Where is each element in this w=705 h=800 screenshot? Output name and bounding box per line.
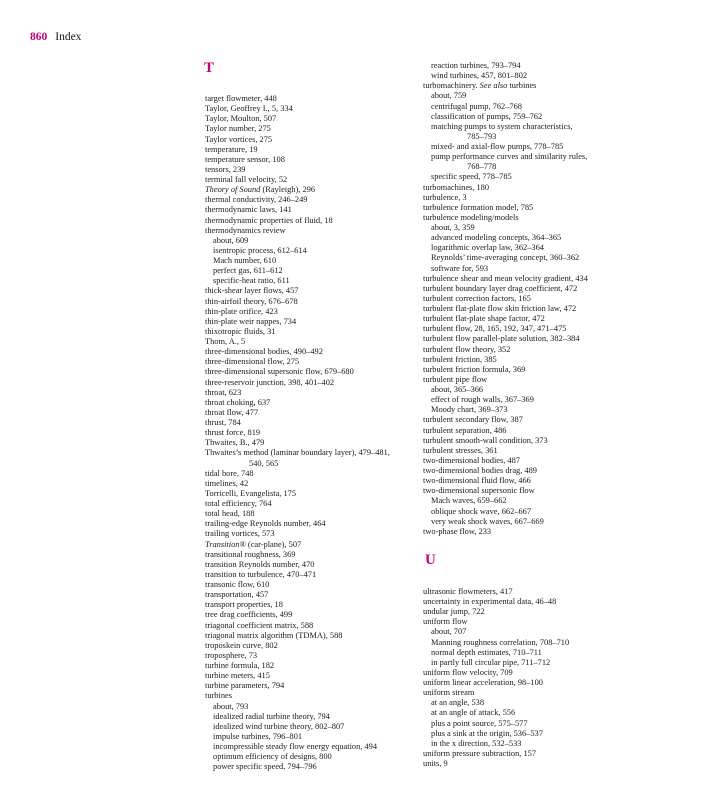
index-entry: three-dimensional supersonic flow, 679–680 [205, 367, 354, 377]
index-entry: uniform pressure subtraction, 157 [423, 748, 537, 758]
index-entry: tree drag coefficients, 499 [205, 610, 293, 620]
index-subentry: software for, 593 [431, 263, 489, 273]
index-entry: uniform flow velocity, 709 [423, 667, 513, 677]
running-title: Index [55, 31, 82, 43]
index-entry: turbulent friction formula, 369 [423, 364, 526, 374]
index-subentry: plus a point source, 575–577 [431, 718, 528, 728]
index-entry: turbulent separation, 486 [423, 425, 507, 435]
index-entry: two-phase flow, 233 [423, 526, 492, 536]
index-entry: thermal conductivity, 246–249 [205, 195, 308, 205]
index-entry: temperature sensor, 108 [205, 154, 285, 164]
index-entry: triagonal coefficient matrix, 588 [205, 620, 314, 630]
index-entry: turbulence shear and mean velocity gradient, 434 [423, 273, 588, 283]
index-subentry: optimum efficiency of designs, 800 [213, 752, 332, 762]
index-entry: turbine meters, 415 [205, 671, 270, 681]
index-subentry: Moody chart, 369–373 [431, 405, 508, 415]
index-entry: uniform stream [423, 688, 475, 698]
index-entry: turbulent flat-plate shape factor, 472 [423, 314, 545, 324]
index-entry: Torricelli, Evangelista, 175 [205, 488, 297, 498]
index-entry: turbulent stresses, 361 [423, 445, 498, 455]
index-entry: turbulence formation model, 785 [423, 202, 534, 212]
index-subentry: about, 793 [213, 701, 249, 711]
index-entry: ultrasonic flowmeters, 417 [423, 586, 513, 596]
spacer [423, 569, 588, 587]
entry-text: turbomachinery. [423, 81, 480, 91]
index-entry: turbulent flow theory, 352 [423, 344, 511, 354]
index-entry: turbulent boundary layer drag coefficient, 472 [423, 283, 578, 293]
index-entry: tidal bore, 748 [205, 468, 254, 478]
entry-text: (car-plane), 507 [245, 539, 302, 549]
section-letter-t: T [204, 60, 215, 76]
index-entry: temperature, 19 [205, 144, 258, 154]
index-entry: thin-plate orifice, 423 [205, 306, 278, 316]
index-entry: Thwaites’s method (laminar boundary layer), 479–481, [205, 448, 390, 458]
index-entry: thin-airfoil theory, 676–678 [205, 296, 298, 306]
index-entry: turbulent smooth-wall condition, 373 [423, 435, 548, 445]
index-subentry: matching pumps to system characteristics, [431, 121, 573, 131]
index-continuation: 785–793 [467, 131, 497, 141]
index-entry: turbomachines, 180 [423, 182, 490, 192]
index-entry: uniform linear acceleration, 98–100 [423, 678, 543, 687]
index-subentry: isentropic process, 612–614 [213, 245, 307, 255]
index-entry: transition Reynolds number, 470 [205, 559, 315, 569]
index-subentry: perfect gas, 611–612 [213, 266, 283, 276]
index-subentry: effect of rough walls, 367–369 [431, 395, 534, 405]
index-entry: turbulent flow, 28, 165, 192, 347, 471–475 [423, 324, 567, 334]
index-subentry: Mach waves, 659–662 [431, 496, 507, 506]
index-column-left [205, 94, 390, 772]
index-entry: thermodynamics review [205, 225, 286, 235]
index-entry [423, 81, 588, 91]
index-entry: total efficiency, 764 [205, 499, 272, 508]
index-entry: timelines, 42 [205, 478, 249, 488]
index-entry: Taylor vortices, 275 [205, 134, 273, 144]
spacer [423, 537, 588, 551]
index-entry: three-dimensional flow, 275 [205, 357, 300, 367]
index-entry: Thom, A., 5 [205, 337, 246, 346]
entry-italic-text: Theory of Sound [205, 185, 261, 195]
index-subentry: about, 365–366 [431, 385, 484, 394]
index-entry: turbulent flat-plate flow skin friction law, 472 [423, 304, 577, 313]
index-subentry: reaction turbines, 793–794 [431, 61, 521, 70]
entry-text: (Rayleigh), 296 [260, 185, 316, 195]
index-entry: units, 9 [423, 759, 448, 768]
index-subentry: incompressible steady flow energy equation, 494 [213, 742, 378, 751]
index-entry: thrust force, 819 [205, 428, 261, 438]
page-header [30, 31, 81, 43]
index-subentry: specific-heat ratio, 611 [213, 276, 290, 286]
index-subentry: advanced modeling concepts, 364–365 [431, 233, 562, 243]
index-subentry: in partly full circular pipe, 711–712 [431, 657, 551, 667]
index-entry: three-reservoir junction, 398, 401–402 [205, 377, 335, 387]
index-entry: throat flow, 477 [205, 407, 259, 417]
index-subentry: idealized wind turbine theory, 802–807 [213, 721, 345, 731]
index-entry [205, 540, 390, 550]
index-entry: turbulence modeling/models [423, 212, 519, 222]
index-subentry: wind turbines, 457, 801–802 [431, 71, 528, 81]
index-entry: total head, 188 [205, 509, 255, 519]
index-subentry: idealized radial turbine theory, 794 [213, 711, 330, 721]
index-subentry: very weak shock waves, 667–669 [431, 516, 544, 526]
entry-italic-text: Transition® [205, 539, 246, 549]
index-continuation: 540, 565 [249, 458, 279, 468]
index-entry: thermodynamic properties of fluid, 18 [205, 215, 333, 225]
index-entry: turbulent friction, 385 [423, 354, 497, 364]
index-subentry: oblique shock wave, 662–667 [431, 506, 532, 516]
index-entry: troposphere, 73 [205, 650, 258, 660]
index-subentry: about, 3, 359 [431, 223, 475, 232]
index-subentry: Manning roughness correlation, 708–710 [431, 637, 570, 647]
index-entry: transition to turbulence, 470–471 [205, 569, 317, 579]
index-entry: thrust, 784 [205, 418, 241, 427]
entry-italic-text: See also [479, 81, 508, 91]
index-entry: transitional roughness, 369 [205, 549, 296, 559]
index-entry: thin-plate weir nappes, 734 [205, 316, 297, 326]
index-entry: uniform flow [423, 617, 468, 627]
index-entry: turbulent flow parallel-plate solution, 382–384 [423, 334, 580, 344]
index-entry: throat choking, 637 [205, 397, 271, 407]
index-subentry: in the x direction, 532–533 [431, 738, 522, 748]
index-subentry: specific speed, 778–785 [431, 172, 512, 182]
index-subentry: plus a sink at the origin, 536–537 [431, 728, 543, 738]
index-entry: thixotropic fluids, 31 [205, 326, 276, 336]
index-subentry: normal depth estimates, 710–711 [431, 647, 542, 657]
index-entry: thermodynamic laws, 141 [205, 205, 292, 215]
index-continuation: 768–778 [467, 162, 497, 172]
index-subentry: impulse turbines, 796–801 [213, 731, 303, 741]
index-entry: Thwaites, B., 479 [205, 438, 265, 448]
index-entry: turbulent correction factors, 165 [423, 293, 531, 303]
index-entry [205, 185, 390, 195]
index-entry: trailing vortices, 573 [205, 529, 275, 539]
index-entry: two-dimensional bodies drag, 489 [423, 466, 537, 475]
index-entry: two-dimensional bodies, 487 [423, 455, 520, 465]
index-entry: thick-shear layer flows, 457 [205, 286, 299, 296]
index-subentry: classification of pumps, 759–762 [431, 111, 543, 121]
index-column-right [423, 61, 588, 769]
index-entry: troposkein curve, 802 [205, 640, 278, 650]
index-subentry: about, 609 [213, 235, 249, 245]
index-subentry: at an angle of attack, 556 [431, 708, 516, 718]
index-entry: Taylor, Moulton, 507 [205, 114, 277, 124]
index-subentry: logarithmic overlap law, 362–364 [431, 243, 544, 253]
index-entry: turbine parameters, 794 [205, 681, 285, 691]
index-entry: target flowmeter, 448 [205, 94, 277, 103]
index-entry: two-dimensional supersonic flow [423, 486, 535, 496]
index-entry: uncertainty in experimental data, 46–48 [423, 597, 557, 606]
index-entry: turbulent pipe flow [423, 374, 488, 384]
index-entry: transport properties, 18 [205, 600, 283, 610]
index-entry: turbulent secondary flow, 387 [423, 415, 523, 425]
index-entry: tensors, 239 [205, 164, 246, 174]
index-subentry: about, 759 [431, 91, 467, 101]
index-subentry: Mach number, 610 [213, 256, 277, 265]
index-entry: triagonal matrix algorithm (TDMA), 588 [205, 630, 343, 640]
index-entry: two-dimensional fluid flow, 466 [423, 476, 531, 486]
index-subentry: centrifugal pump, 762–768 [431, 101, 522, 111]
page-number: 860 [30, 31, 48, 43]
index-entry: transportation, 457 [205, 590, 269, 600]
index-entry: three-dimensional bodies, 490–492 [205, 347, 323, 357]
index-subentry: about, 707 [431, 627, 467, 637]
index-subentry: at an angle, 538 [431, 698, 485, 708]
index-entry: turbines [205, 691, 232, 701]
entry-text: turbines [507, 81, 537, 91]
index-entry: terminal fall velocity, 52 [205, 175, 288, 184]
index-entry: trailing-edge Reynolds number, 464 [205, 519, 326, 529]
index-entry: turbine formula, 182 [205, 661, 275, 670]
section-letter-u: U [425, 551, 436, 568]
index-entry: transonic flow, 610 [205, 580, 270, 589]
index-subentry: pump performance curves and similarity rules, [431, 152, 588, 162]
index-entry: throat, 623 [205, 387, 242, 397]
index-subentry: power specific speed, 794–796 [213, 762, 317, 772]
index-entry: Taylor, Geoffrey I., 5, 334 [205, 104, 293, 114]
index-subentry: mixed- and axial-flow pumps, 778–785 [431, 142, 564, 151]
index-entry: undular jump, 722 [423, 607, 485, 617]
index-entry: turbulence, 3 [423, 192, 467, 202]
index-entry: Taylor number, 275 [205, 124, 271, 134]
index-subentry: Reynolds’ time-averaging concept, 360–362 [431, 253, 580, 263]
